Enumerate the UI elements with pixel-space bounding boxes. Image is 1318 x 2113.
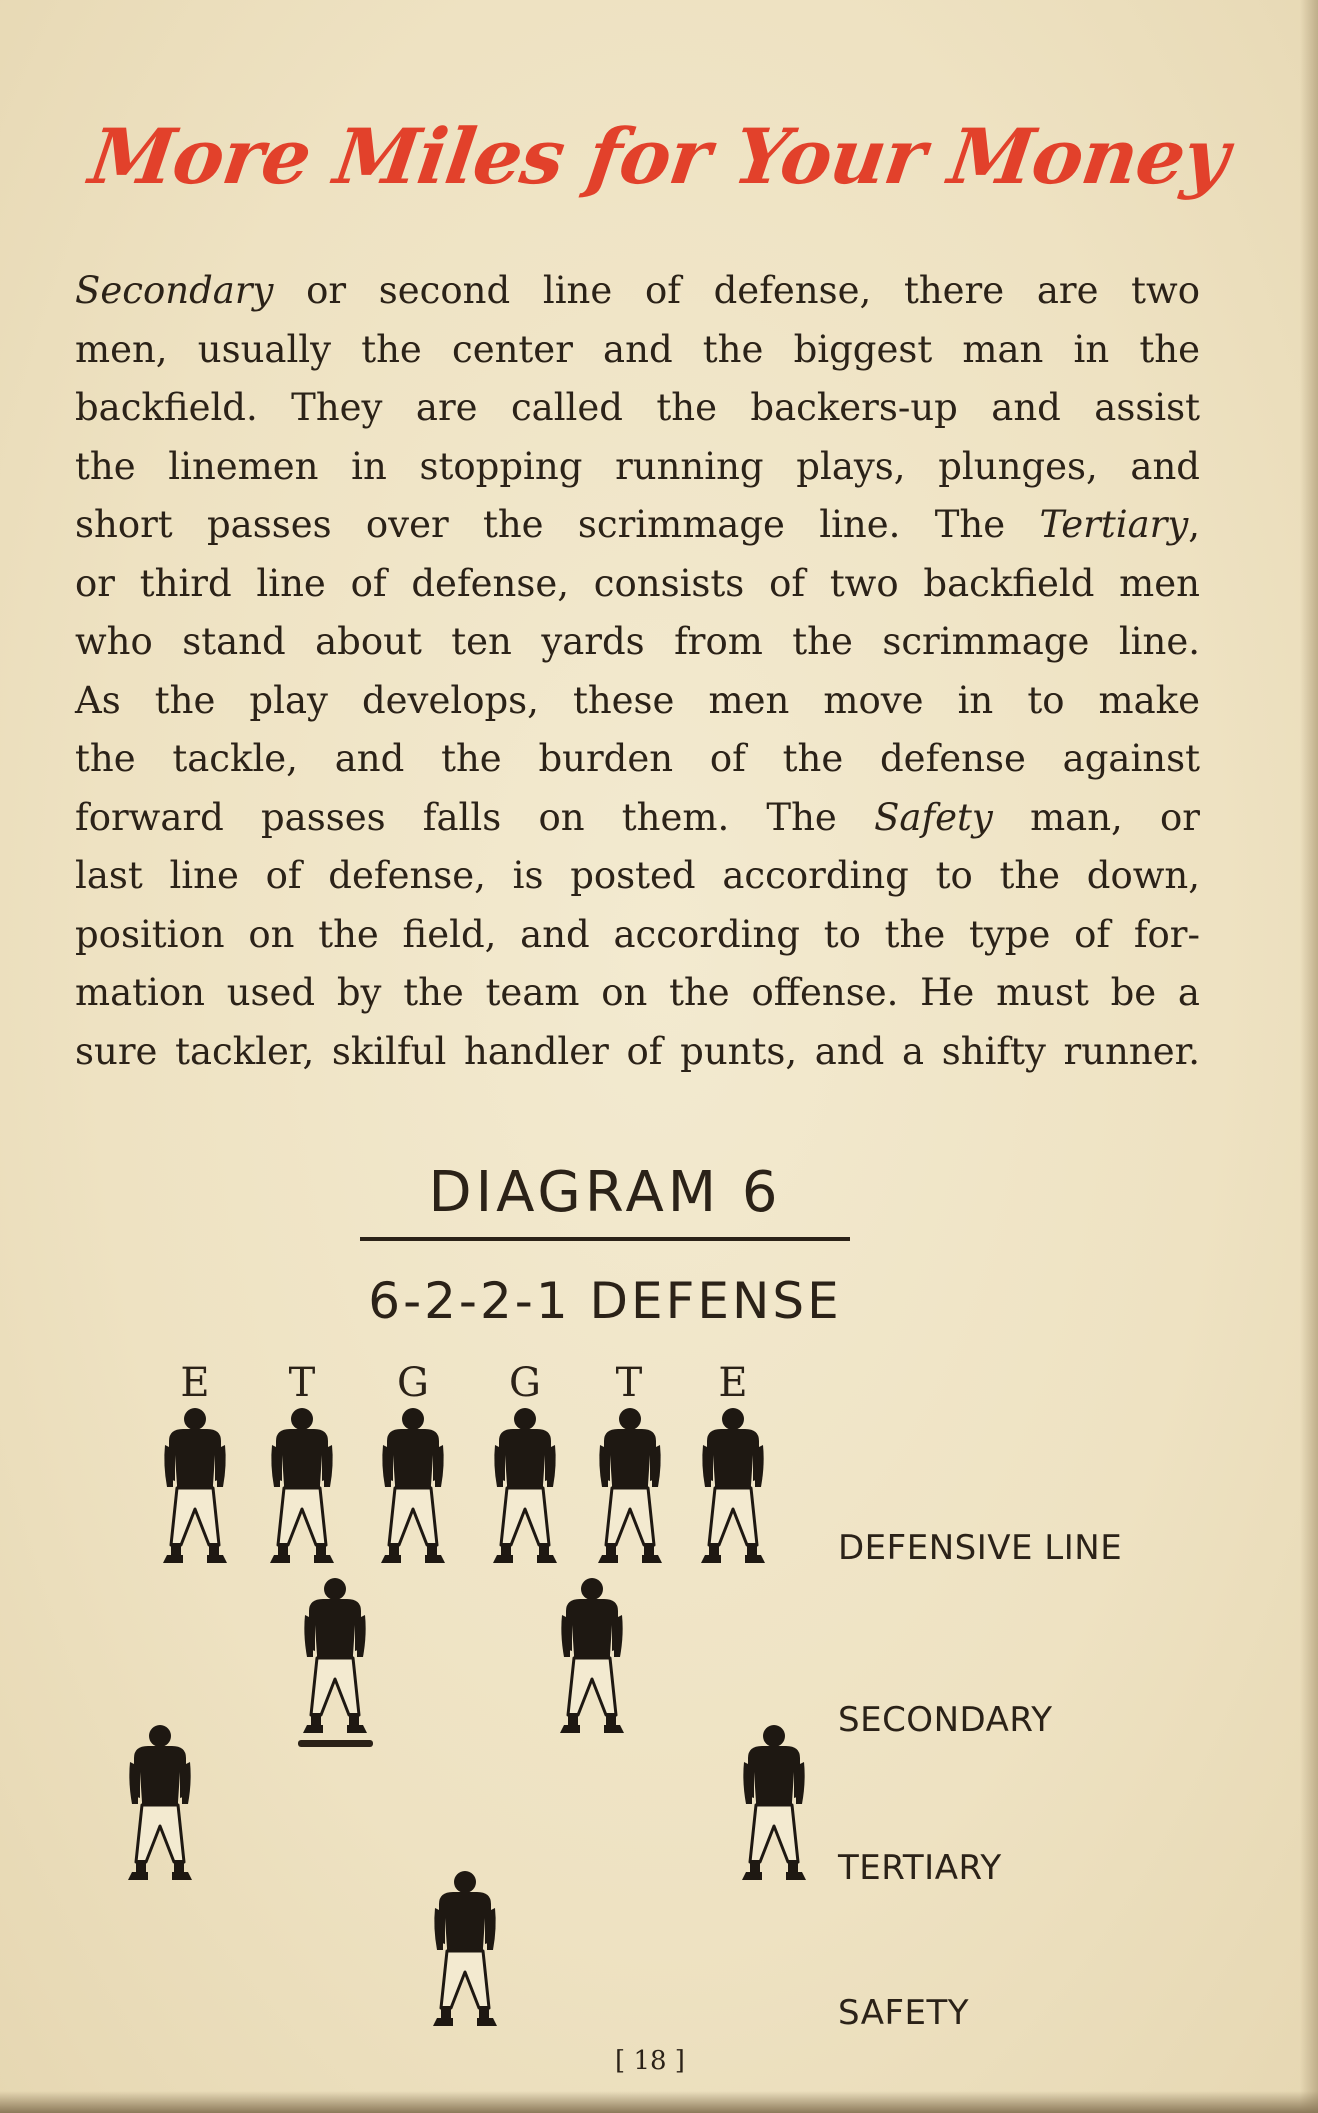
body-line: backfield. They are called the backers-up and assist: [75, 386, 1200, 429]
label-secondary: SECONDARY: [838, 1700, 1053, 1740]
body-line: Secondary or second line of defense, there are two: [75, 269, 1200, 312]
position-letter-tackle: T: [288, 1360, 316, 1406]
football-player-icon: [552, 1575, 632, 1740]
football-player-icon: [295, 1575, 375, 1740]
headline: More Miles for Your Money: [84, 112, 1234, 201]
body-line: position on the field, and according to the type of for-: [75, 912, 1200, 956]
diagram-title-underline: [360, 1237, 850, 1241]
position-letter-guard: G: [509, 1360, 541, 1406]
label-safety: SAFETY: [838, 1993, 970, 2033]
football-player-icon: [262, 1405, 342, 1570]
body-line: men, usually the center and the biggest man in the: [75, 327, 1200, 371]
football-player-icon: [693, 1405, 773, 1570]
label-defensive-line: DEFENSIVE LINE: [838, 1528, 1123, 1568]
body-line: or third line of defense, consists of two backfield men: [75, 561, 1200, 605]
emphasis-tertiary: Tertiary: [1039, 503, 1189, 546]
football-player-icon: [485, 1405, 565, 1570]
emphasis-safety: Safety: [874, 795, 993, 839]
page-bottom-shadow: [0, 2091, 1318, 2113]
body-line: short passes over the scrimmage line. The Tertiary,: [75, 503, 1200, 546]
diagram-title: DIAGRAM 6: [428, 1160, 782, 1225]
body-line: As the play develops, these men move in to make: [75, 678, 1200, 722]
body-line: the tackle, and the burden of the defense against: [75, 737, 1200, 780]
football-player-icon: [734, 1722, 814, 1887]
position-letter-end: E: [718, 1360, 748, 1406]
football-player-icon: [120, 1722, 200, 1887]
body-line: forward passes falls on them. The Safety man, or: [75, 795, 1200, 839]
football-player-icon: [155, 1405, 235, 1570]
body-line: sure tackler, skilful handler of punts, and a shifty runner.: [75, 1029, 1200, 1073]
diagram-subtitle: 6-2-2-1 DEFENSE: [368, 1272, 842, 1330]
body-line: last line of defense, is posted according to the down,: [75, 854, 1200, 897]
page-edge-shadow: [1300, 0, 1318, 2113]
body-line: who stand about ten yards from the scrimmage line.: [75, 620, 1200, 663]
page-number: [ 18 ]: [615, 2046, 685, 2076]
football-player-icon: [373, 1405, 453, 1570]
center-marker-bar: [298, 1740, 373, 1747]
body-line: mation used by the team on the offense. He must be a: [75, 971, 1200, 1014]
body-line: the linemen in stopping running plays, plunges, and: [75, 444, 1200, 488]
football-player-icon: [425, 1868, 505, 2033]
position-letter-end: E: [180, 1360, 210, 1406]
body-paragraph: [75, 262, 1200, 1081]
position-letter-tackle: T: [615, 1360, 643, 1406]
position-letter-guard: G: [397, 1360, 429, 1406]
label-tertiary: TERTIARY: [838, 1848, 1002, 1888]
football-player-icon: [590, 1405, 670, 1570]
emphasis-secondary: Secondary: [75, 269, 274, 312]
